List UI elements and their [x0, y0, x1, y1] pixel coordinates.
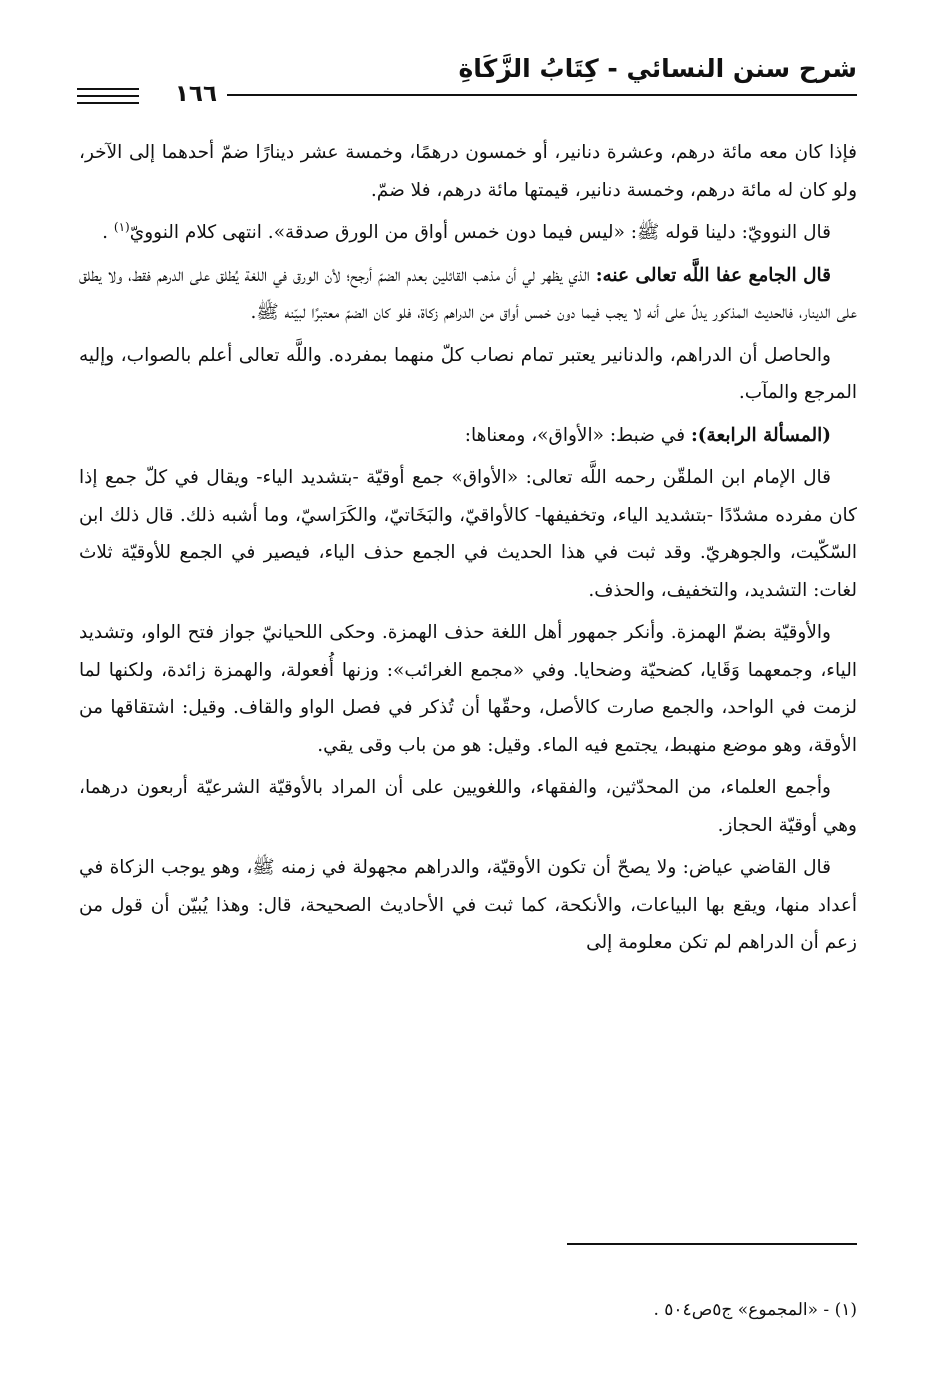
running-title: شرح سنن النسائي - كِتَابُ الزَّكَاةِ [458, 54, 857, 83]
header-rule [227, 94, 857, 96]
paragraph [79, 849, 857, 962]
paragraph-text: والحاصل أن الدراهم، والدنانير يعتبر تمام نصاب كلّ منهما بمفرده. واللَّه تعالى أعلم بالصواب، وإليه المرجع والمآب. [79, 344, 857, 403]
paragraph [79, 257, 857, 332]
page-number-rule [77, 95, 139, 97]
paragraph [79, 337, 857, 412]
paragraph-text: في ضبط: «الأواق»، ومعناها: [464, 424, 691, 446]
paragraph [79, 614, 857, 764]
paragraph-text: قال الإمام ابن الملقّن رحمه اللَّه تعالى: «الأواق» جمع أوقيّة -بتشديد الياء- ويقال في كلّ جمع إذا كان مفرده مشدّدًا -بتشديد الياء، وتخفيفها- كالأواقيّ، والبَخَاتيّ، والكَرَاسيّ، وما أشبه ذلك. قال ذلك ابن السّكّيت، والجوهريّ. وقد ثبت في هذا الحديث في الجمع حذف الياء، فيصير في الجمع للأوقيّة ثلاث لغات: التشديد، والتخفيف، والحذف. [79, 467, 857, 601]
page-number: ١٦٦ [169, 80, 217, 108]
body-text [79, 134, 857, 962]
paragraph [79, 214, 857, 252]
paragraph-text: وأجمع العلماء، من المحدّثين، والفقهاء، واللغويين على أن المراد بالأوقيّة الشرعيّة أربعون درهما، وهي أوقيّة الحجاز. [79, 777, 857, 836]
page-number-group [77, 80, 217, 110]
paragraph-text: الذي يظهر لي أن مذهب القائلين بعدم الضمّ أرجح؛ لأن الورق في اللغة يُطلق على الدرهم فقط، ولا يطلق على الدينار، فالحديث المذكور يدلّ على أنه لا يجب فيما دون خمس أواق من الدراهم زكاة، فلو كان الضمّ معتبرًا لبيّنه ﷺ. [79, 264, 857, 323]
footnote-reference[interactable]: (١) [113, 219, 130, 234]
paragraph-text: فإذا كان معه مائة درهم، وعشرة دنانير، أو خمسون درهمًا، وخمسة عشر دينارًا ضمّ أحدهما إلى الآخر، ولو كان له مائة درهم، وخمسة دنانير، قيمتها مائة درهم، فلا ضمّ. [79, 142, 857, 201]
paragraph-text: قال القاضي عياض: ولا يصحّ أن تكون الأوقيّة، والدراهم مجهولة في زمنه ﷺ، وهو يوجب الزكاة في أعداد منها، ويقع بها البياعات، والأنكحة، كما ثبت في الأحاديث الصحيحة، قال: وهذا يُبيّن أن قول من زعم أن الدراهم لم تكن معلومة إلى [79, 857, 857, 953]
page-number-rule [77, 102, 139, 104]
paragraph-text: قال النوويّ: دلينا قوله ﷺ: «ليس فيما دون خمس أواق من الورق صدقة». انتهى كلام النوويّ [129, 222, 831, 243]
section-heading: (المسألة الرابعة): [690, 424, 831, 446]
paragraph-text: والأوقيّة بضمّ الهمزة. وأنكر جمهور أهل اللغة حذف الهمزة. وحكى اللحيانيّ جواز فتح الواو، وتشديد الياء، وجمعهما وَقَايا، كضحيّة وضحايا. وفي «مجمع الغرائب»: وزنها أُفعولة، والهمزة زائدة، ولكنها لما لزمت في الواحد، والجمع صارت كالأصل، وحقّها أن تُذكر في فصل الواو والقاف. وقيل: اشتقاقها من الأوقة، وهو موضع منهبط، يجتمع فيه الماء. وقيل: هو من باب وقى يقي. [79, 622, 857, 756]
footnote-separator [567, 1243, 857, 1245]
paragraph [79, 769, 857, 844]
footnote: (١) - «المجموع» ج٥ص٥٠٤ . [653, 1300, 857, 1320]
paragraph-lead: قال الجامع عفا اللَّه تعالى عنه: [595, 264, 831, 286]
page-header [77, 52, 857, 112]
page-number-rule [77, 88, 139, 90]
paragraph [79, 134, 857, 209]
paragraph [79, 417, 857, 455]
paragraph-text-end: . [102, 222, 114, 243]
paragraph [79, 459, 857, 609]
